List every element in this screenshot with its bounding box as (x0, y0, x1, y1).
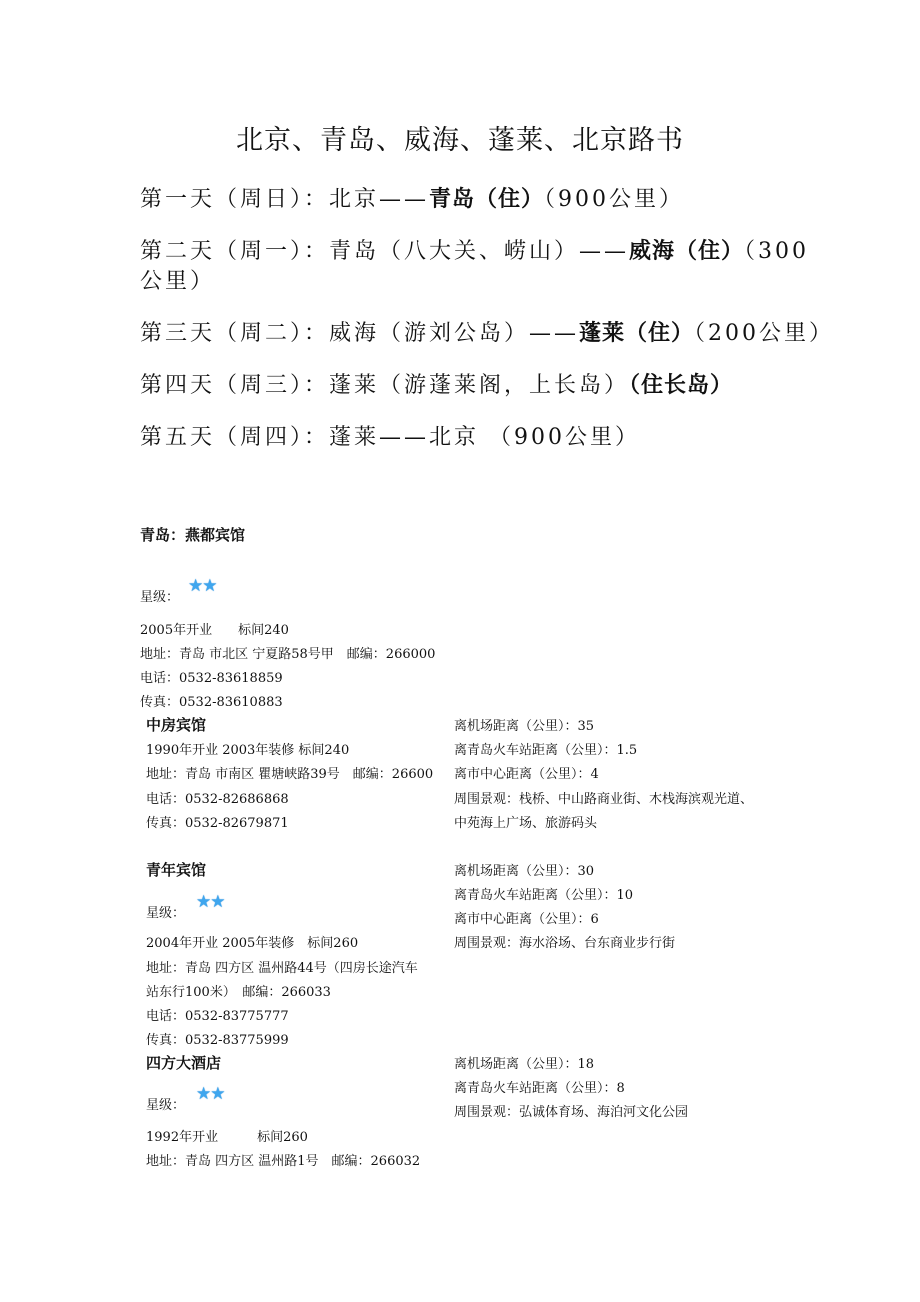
airport-distance: 离机场距离（公里）：35 (454, 719, 595, 734)
day-route: 第二天（周一）：青岛（八大关、崂山）—— (140, 239, 630, 264)
star-icon: ★ (210, 1084, 225, 1104)
star-label: 星级： (140, 590, 180, 605)
hotel-address: 地址：青岛 市南区 瞿塘峡路39号 邮编：26600 (146, 767, 434, 782)
hotel-address-cont: 站东行100米） 邮编：266033 (146, 985, 331, 1000)
airport-distance: 离机场距离（公里）：18 (454, 1057, 595, 1072)
itinerary-day-2-cont: 公里） (140, 269, 216, 294)
day-stay: 青岛（住） (429, 187, 545, 212)
scenery-cont: 中苑海上广场、旅游码头 (454, 816, 598, 831)
hotels-heading: 青岛：燕都宾馆 (140, 526, 246, 544)
star-rating (188, 576, 217, 596)
hotel-address: 地址：青岛 四方区 温州路1号 邮编：266032 (146, 1154, 421, 1169)
hotel-open-info: 2004年开业 2005年装修 标间260 (146, 936, 359, 951)
hotel-open-info: 1990年开业 2003年装修 标间240 (146, 743, 350, 758)
scenery: 周围景观：弘诚体育场、海泊河文化公园 (454, 1105, 689, 1120)
hotel-open-info: 2005年开业 标间240 (140, 623, 289, 638)
day-distance: （200公里） (694, 321, 835, 346)
star-rating (196, 892, 225, 912)
itinerary-day-2 (140, 234, 809, 265)
hotel-address: 地址：青岛 四方区 温州路44号（四房长途汽车 (146, 961, 418, 976)
day-stay: （住长岛） (629, 373, 734, 398)
hotel-name: 中房宾馆 (146, 716, 207, 734)
hotel-fax: 传真：0532-83775999 (146, 1033, 289, 1048)
station-distance: 离青岛火车站距离（公里）：8 (454, 1081, 625, 1096)
star-icon: ★ (202, 576, 217, 596)
center-distance: 离市中心距离（公里）：6 (454, 912, 599, 927)
star-label: 星级： (146, 1098, 186, 1113)
star-icon: ★ (210, 892, 225, 912)
scenery: 周围景观：海水浴场、台东商业步行街 (454, 936, 676, 951)
hotel-phone: 电话：0532-83775777 (146, 1009, 289, 1024)
day-stay: 蓬莱（住） (579, 321, 695, 346)
hotel-name: 四方大酒店 (146, 1054, 222, 1072)
day-distance: （900公里） (544, 187, 685, 212)
day-route: 第三天（周二）：威海（游刘公岛）—— (140, 321, 580, 346)
hotel-open-info: 1992年开业 标间260 (146, 1130, 308, 1145)
hotel-address: 地址：青岛 市北区 宁夏路58号甲 邮编：266000 (140, 647, 436, 662)
center-distance: 离市中心距离（公里）：4 (454, 767, 599, 782)
star-icon: ★ (196, 892, 211, 912)
star-rating (196, 1084, 225, 1104)
hotel-fax: 传真：0532-83610883 (140, 695, 283, 710)
hotel-name: 青年宾馆 (146, 861, 207, 879)
itinerary-day-1 (140, 182, 684, 213)
station-distance: 离青岛火车站距离（公里）：10 (454, 888, 634, 903)
star-icon: ★ (188, 576, 203, 596)
hotel-fax: 传真：0532-82679871 (146, 816, 289, 831)
scenery: 周围景观：栈桥、中山路商业街、木栈海滨观光道、 (454, 792, 754, 807)
star-icon: ★ (196, 1084, 211, 1104)
day-distance: （300 (744, 239, 810, 264)
itinerary-day-4 (140, 368, 733, 399)
itinerary-day-3 (140, 316, 834, 347)
page-title: 北京、青岛、威海、蓬莱、北京路书 (236, 125, 684, 156)
airport-distance: 离机场距离（公里）：30 (454, 864, 595, 879)
day-stay: 威海（住） (629, 239, 745, 264)
hotel-phone: 电话：0532-82686868 (146, 792, 289, 807)
station-distance: 离青岛火车站距离（公里）：1.5 (454, 743, 638, 758)
day-route: 第一天（周日）：北京—— (140, 187, 430, 212)
day-route: 第四天（周三）：蓬莱（游蓬莱阁，上长岛） (140, 373, 630, 398)
star-label: 星级： (146, 906, 186, 921)
itinerary-day-5: 第五天（周四）：蓬莱——北京 （900公里） (140, 425, 640, 450)
hotel-phone: 电话：0532-83618859 (140, 671, 283, 686)
